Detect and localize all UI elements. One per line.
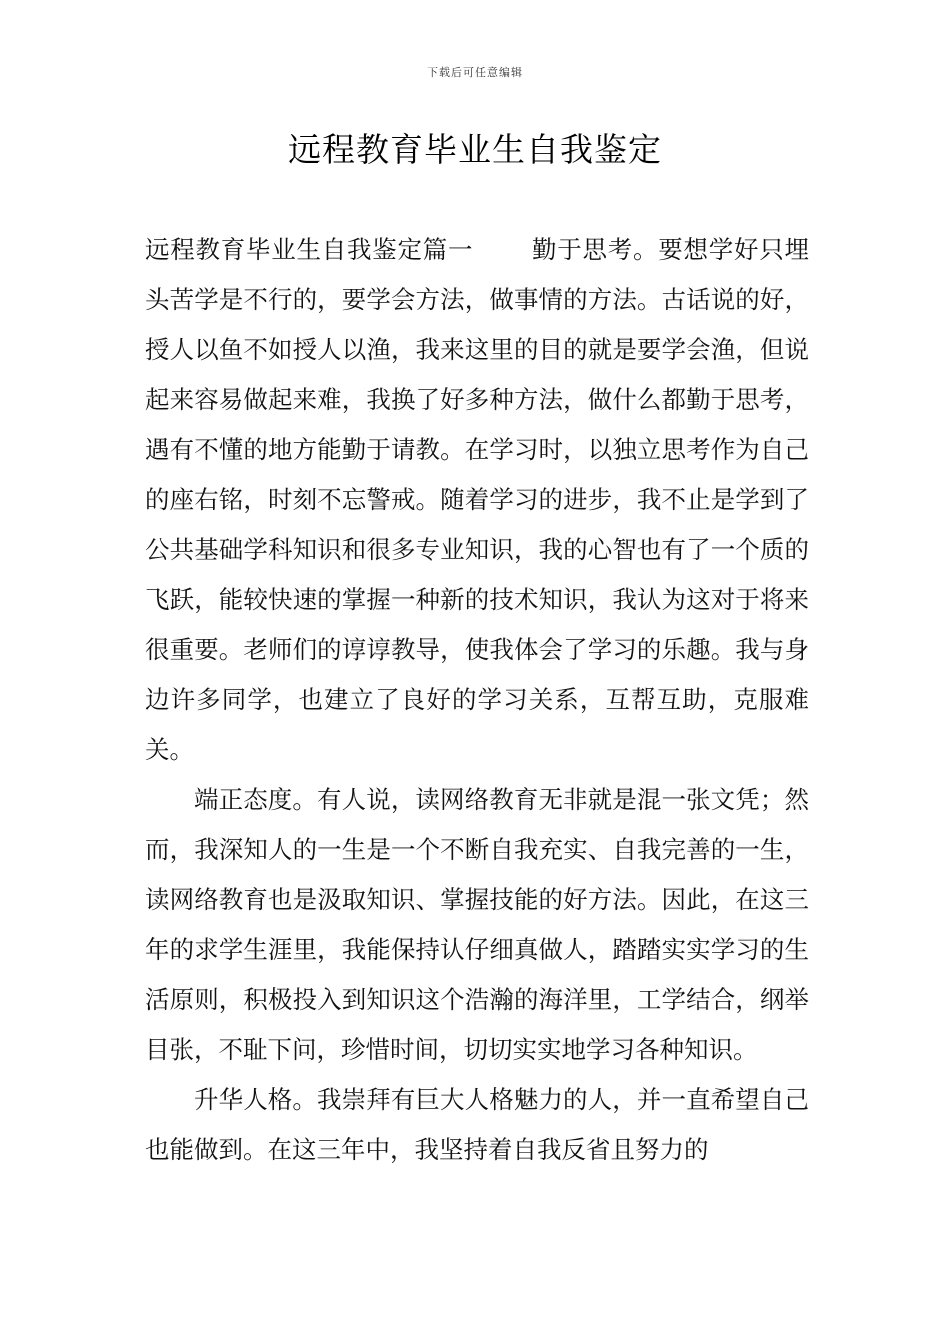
document-title: 远程教育毕业生自我鉴定 bbox=[288, 130, 662, 169]
paragraph-1 bbox=[145, 225, 809, 775]
document-body bbox=[145, 225, 809, 1175]
paragraph-2: 端正态度。有人说，读网络教育无非就是混一张文凭；然而，我深知人的一生是一个不断自我充实、自我完善的一生，读网络教育也是汲取知识、掌握技能的好方法。因此，在这三年的求学生涯里，我能保持认仔细真做人，踏踏实实学习的生活原则，积极投入到知识这个浩瀚的海洋里，工学结合，纲举目张，不耻下问，珍惜时间，切切实实地学习各种知识。 bbox=[145, 785, 809, 1064]
paragraph-1-text: 勤于思考。要想学好只埋头苦学是不行的，要学会方法，做事情的方法。古话说的好，授人以鱼不如授人以渔，我来这里的目的就是要学会渔，但说起来容易做起来难，我换了好多种方法，做什么都勤于思考，遇有不懂的地方能勤于请教。在学习时，以独立思考作为自己的座右铭，时刻不忘警戒。随着学习的进步，我不止是学到了公共基础学科知识和很多专业知识，我的心智也有了一个质的飞跃，能较快速的掌握一种新的技术知识，我认为这对于将来很重要。老师们的谆谆教导，使我体会了学习的乐趣。我与身边许多同学，也建立了良好的学习关系，互帮互助，克服难关。 bbox=[145, 235, 809, 764]
paragraph-3: 升华人格。我崇拜有巨大人格魅力的人，并一直希望自己也能做到。在这三年中，我坚持着自我反省且努力的 bbox=[145, 1085, 809, 1164]
page-header-note: 下载后可任意编辑 bbox=[427, 66, 523, 79]
section-label: 远程教育毕业生自我鉴定篇一 bbox=[145, 235, 474, 264]
